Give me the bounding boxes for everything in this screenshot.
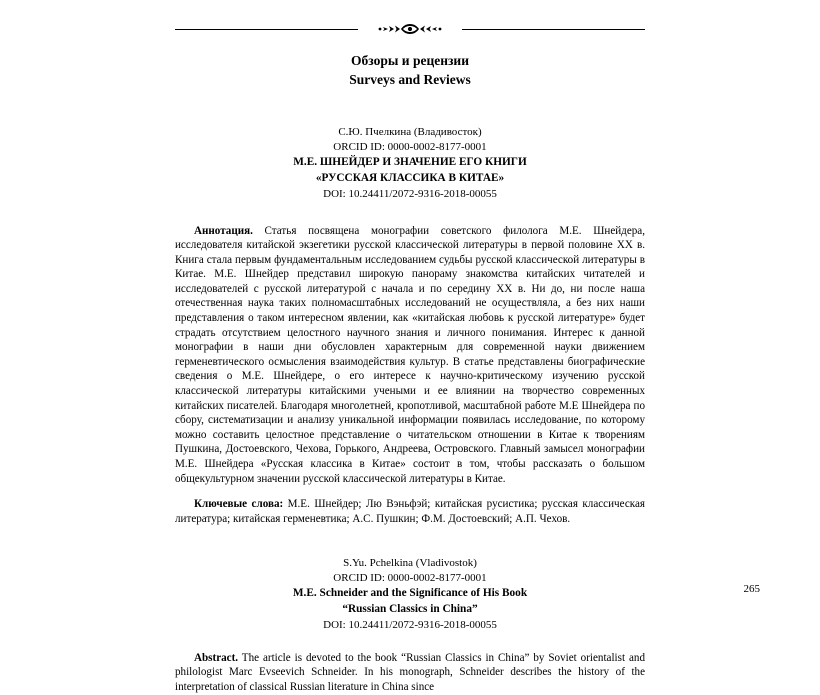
decorative-ornament-icon	[358, 22, 462, 36]
russian-article-header	[175, 125, 645, 202]
article-title-english-line1: M.E. Schneider and the Significance of His Book	[292, 587, 528, 600]
author-name-russian: С.Ю. Пчелкина (Владивосток)	[338, 126, 482, 138]
article-title-russian-line2: «РУССКАЯ КЛАССИКА В КИТАЕ»	[315, 172, 505, 184]
doi-russian: DOI: 10.24411/2072-9316-2018-00055	[323, 188, 497, 200]
abstract-paragraph-english	[175, 651, 645, 695]
author-name-english: S.Yu. Pchelkina (Vladivostok)	[343, 557, 477, 570]
ornament-line-left	[175, 29, 358, 30]
english-article-header	[175, 556, 645, 633]
orcid-id-english: ORCID ID: 0000-0002-8177-0001	[333, 571, 487, 584]
keywords-paragraph-russian	[175, 497, 645, 526]
ornament-divider	[175, 20, 645, 38]
doi-english: DOI: 10.24411/2072-9316-2018-00055	[323, 619, 497, 632]
section-heading-english: Surveys and Reviews	[349, 72, 471, 87]
section-heading-russian: Обзоры и рецензии	[351, 53, 469, 68]
abstract-paragraph-russian	[175, 224, 645, 487]
orcid-id-russian: ORCID ID: 0000-0002-8177-0001	[333, 140, 487, 153]
article-title-russian-line1: М.Е. ШНЕЙДЕР И ЗНАЧЕНИЕ ЕГО КНИГИ	[293, 156, 527, 168]
abstract-label-english: Abstract.	[194, 651, 239, 664]
article-title-english-line2: “Russian Classics in China”	[342, 603, 478, 616]
ornament-line-right	[462, 29, 645, 30]
abstract-label-russian: Аннотация.	[194, 224, 253, 237]
abstract-text-russian: Статья посвящена монографии советского филолога М.Е. Шнейдера, исследователя китайской экзегетики русской классической литературы в первой половине XX в. Книга стала первым фундаментальным исследованием судьбы русской классической литературы в Китае. М.Е. Шнейдер представил широкую панораму знакомства китайских читателей и исследователей с русской литературой с начала и по середину XX в. Ни до, ни после наша отечественная наука таких полномасштабных исследований не осуществляла, а без них наши представления о таком интересном явлении, как «китайская любовь к русской литературе» будет страдать отсутствием целостного научного знания и личного понимания. Интерес к данной монографии в наши дни обусловлен характерным для современной науки движением герменевтического осмысления взаимодействия культур. В статье представлены биографические сведения о М.Е. Шнейдере, о его интересе к научно-критическому изучению русской классической литературы китайскими учеными и ее влиянии на творчество современных китайских писателей. Благодаря многолетней, кропотливой, масштабной работе М.Е Шнейдера по сбору, систематизации и анализу уникальной информации появилась исследование, по которому можно составить целостное представление о читательском отношении в Китае к творениям Пушкина, Достоевского, Чехова, Горького, Андреева, Островского. Главный замысел монографии М.Е. Шнейдера «Русская классика в Китае» состоит в том, чтобы рассказать о большом общекультурном значении русской классической литературы в Китае.	[175, 224, 645, 485]
page-content	[175, 0, 645, 695]
keywords-text-russian: М.Е. Шнейдер; Лю Вэньфэй; китайская русистика; русская классическая литература; китайская герменевтика; А.С. Пушкин; Ф.М. Достоевский; А.П. Чехов.	[175, 498, 645, 525]
page-number: 265	[743, 583, 760, 595]
keywords-label-russian: Ключевые слова:	[194, 498, 284, 511]
abstract-text-english: The article is devoted to the book “Russian Classics in China” by Soviet orientalist and philologist Marc Evseevich Schneider. In his monograph, Schneider describes the history of the interpretation of classical Russian literature in China since	[175, 651, 645, 694]
